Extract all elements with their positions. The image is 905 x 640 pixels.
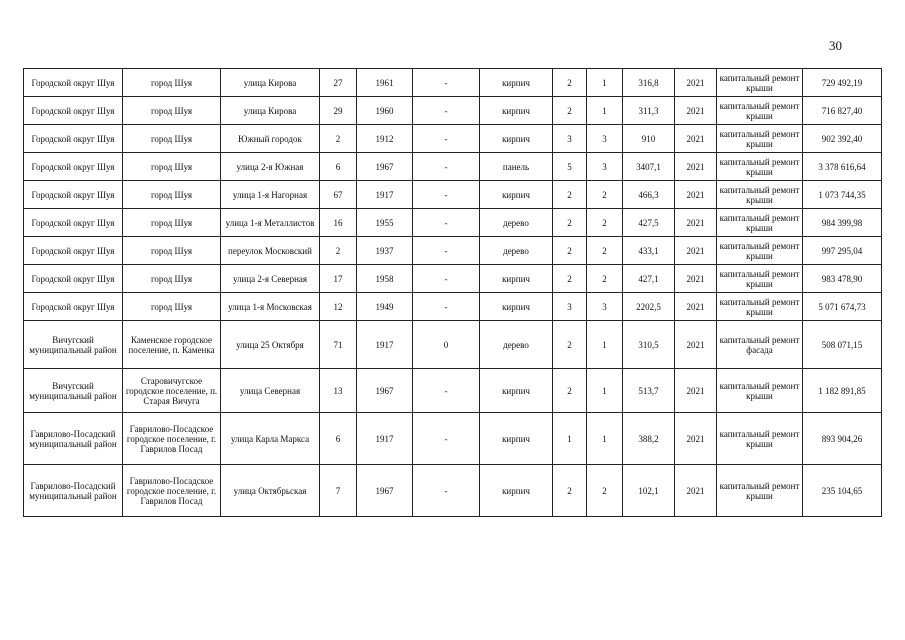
street-cell: улица 1-я Московская <box>221 293 320 321</box>
extra-value-cell: - <box>413 125 480 153</box>
house-number-cell: 16 <box>320 209 357 237</box>
entrances-cell: 2 <box>587 209 623 237</box>
work-type-cell: капитальный ремонт крыши <box>717 465 803 517</box>
extra-value-cell: - <box>413 97 480 125</box>
work-type-cell: капитальный ремонт крыши <box>717 125 803 153</box>
plan-year-cell: 2021 <box>675 369 717 413</box>
area-cell: 316,8 <box>623 69 675 97</box>
work-type-cell: капитальный ремонт крыши <box>717 97 803 125</box>
settlement-cell: Гаврилово-Посадское городское поселение, г. Гаврилов Посад <box>123 413 221 465</box>
district-cell: Городской округ Шуя <box>24 237 123 265</box>
cost-cell: 983 478,90 <box>803 265 882 293</box>
cost-cell: 1 182 891,85 <box>803 369 882 413</box>
plan-year-cell: 2021 <box>675 97 717 125</box>
wall-material-cell: кирпич <box>480 369 553 413</box>
house-number-cell: 6 <box>320 413 357 465</box>
table-row <box>24 69 882 97</box>
plan-year-cell: 2021 <box>675 153 717 181</box>
district-cell: Городской округ Шуя <box>24 293 123 321</box>
street-cell: улица Северная <box>221 369 320 413</box>
plan-year-cell: 2021 <box>675 321 717 369</box>
plan-year-cell: 2021 <box>675 181 717 209</box>
entrances-cell: 3 <box>587 125 623 153</box>
entrances-cell: 2 <box>587 237 623 265</box>
district-cell: Городской округ Шуя <box>24 69 123 97</box>
area-cell: 513,7 <box>623 369 675 413</box>
work-type-cell: капитальный ремонт крыши <box>717 293 803 321</box>
house-number-cell: 17 <box>320 265 357 293</box>
wall-material-cell: кирпич <box>480 265 553 293</box>
street-cell: Южный городок <box>221 125 320 153</box>
floors-cell: 3 <box>553 125 587 153</box>
entrances-cell: 2 <box>587 181 623 209</box>
area-cell: 427,5 <box>623 209 675 237</box>
build-year-cell: 1912 <box>357 125 413 153</box>
table-row <box>24 181 882 209</box>
house-number-cell: 7 <box>320 465 357 517</box>
work-type-cell: капитальный ремонт крыши <box>717 209 803 237</box>
work-type-cell: капитальный ремонт крыши <box>717 181 803 209</box>
work-type-cell: капитальный ремонт крыши <box>717 369 803 413</box>
cost-cell: 1 073 744,35 <box>803 181 882 209</box>
settlement-cell: город Шуя <box>123 153 221 181</box>
street-cell: улица Карла Маркса <box>221 413 320 465</box>
wall-material-cell: кирпич <box>480 97 553 125</box>
table-row <box>24 153 882 181</box>
extra-value-cell: - <box>413 69 480 97</box>
settlement-cell: город Шуя <box>123 69 221 97</box>
settlement-cell: город Шуя <box>123 265 221 293</box>
extra-value-cell: - <box>413 181 480 209</box>
work-type-cell: капитальный ремонт крыши <box>717 265 803 293</box>
table-row <box>24 125 882 153</box>
floors-cell: 5 <box>553 153 587 181</box>
wall-material-cell: панель <box>480 153 553 181</box>
street-cell: улица 2-я Северная <box>221 265 320 293</box>
cost-cell: 893 904,26 <box>803 413 882 465</box>
area-cell: 433,1 <box>623 237 675 265</box>
area-cell: 310,5 <box>623 321 675 369</box>
entrances-cell: 1 <box>587 97 623 125</box>
house-number-cell: 13 <box>320 369 357 413</box>
area-cell: 2202,5 <box>623 293 675 321</box>
entrances-cell: 2 <box>587 265 623 293</box>
entrances-cell: 2 <box>587 465 623 517</box>
build-year-cell: 1955 <box>357 209 413 237</box>
cost-cell: 984 399,98 <box>803 209 882 237</box>
settlement-cell: город Шуя <box>123 97 221 125</box>
table-row <box>24 321 882 369</box>
entrances-cell: 3 <box>587 153 623 181</box>
street-cell: улица Кирова <box>221 97 320 125</box>
settlement-cell: город Шуя <box>123 293 221 321</box>
house-number-cell: 12 <box>320 293 357 321</box>
work-type-cell: капитальный ремонт крыши <box>717 413 803 465</box>
build-year-cell: 1958 <box>357 265 413 293</box>
area-cell: 388,2 <box>623 413 675 465</box>
entrances-cell: 1 <box>587 369 623 413</box>
table-row <box>24 209 882 237</box>
wall-material-cell: кирпич <box>480 413 553 465</box>
settlement-cell: Старовичугское городское поселение, п. Старая Вичуга <box>123 369 221 413</box>
floors-cell: 2 <box>553 321 587 369</box>
extra-value-cell: - <box>413 237 480 265</box>
house-number-cell: 2 <box>320 125 357 153</box>
work-type-cell: капитальный ремонт крыши <box>717 153 803 181</box>
district-cell: Городской округ Шуя <box>24 209 123 237</box>
wall-material-cell: кирпич <box>480 69 553 97</box>
street-cell: улица Октябрьская <box>221 465 320 517</box>
entrances-cell: 1 <box>587 321 623 369</box>
district-cell: Городской округ Шуя <box>24 125 123 153</box>
entrances-cell: 1 <box>587 69 623 97</box>
plan-year-cell: 2021 <box>675 465 717 517</box>
table-row <box>24 293 882 321</box>
floors-cell: 2 <box>553 181 587 209</box>
build-year-cell: 1967 <box>357 369 413 413</box>
extra-value-cell: 0 <box>413 321 480 369</box>
extra-value-cell: - <box>413 209 480 237</box>
wall-material-cell: кирпич <box>480 465 553 517</box>
district-cell: Городской округ Шуя <box>24 265 123 293</box>
wall-material-cell: дерево <box>480 237 553 265</box>
street-cell: улица 1-я Металлистов <box>221 209 320 237</box>
cost-cell: 902 392,40 <box>803 125 882 153</box>
housing-repair-table <box>23 68 882 517</box>
work-type-cell: капитальный ремонт крыши <box>717 237 803 265</box>
table-row <box>24 413 882 465</box>
plan-year-cell: 2021 <box>675 209 717 237</box>
house-number-cell: 27 <box>320 69 357 97</box>
district-cell: Гаврилово-Посадский муниципальный район <box>24 413 123 465</box>
cost-cell: 508 071,15 <box>803 321 882 369</box>
settlement-cell: город Шуя <box>123 237 221 265</box>
page-number: 30 <box>829 38 842 53</box>
extra-value-cell: - <box>413 265 480 293</box>
build-year-cell: 1961 <box>357 69 413 97</box>
wall-material-cell: кирпич <box>480 181 553 209</box>
wall-material-cell: дерево <box>480 321 553 369</box>
district-cell: Вичугский муниципальный район <box>24 321 123 369</box>
street-cell: переулок Московский <box>221 237 320 265</box>
extra-value-cell: - <box>413 293 480 321</box>
settlement-cell: Гаврилово-Посадское городское поселение, г. Гаврилов Посад <box>123 465 221 517</box>
district-cell: Городской округ Шуя <box>24 181 123 209</box>
entrances-cell: 3 <box>587 293 623 321</box>
wall-material-cell: кирпич <box>480 293 553 321</box>
wall-material-cell: кирпич <box>480 125 553 153</box>
settlement-cell: город Шуя <box>123 181 221 209</box>
floors-cell: 2 <box>553 369 587 413</box>
area-cell: 311,3 <box>623 97 675 125</box>
build-year-cell: 1967 <box>357 465 413 517</box>
district-cell: Городской округ Шуя <box>24 153 123 181</box>
extra-value-cell: - <box>413 153 480 181</box>
street-cell: улица 2-я Южная <box>221 153 320 181</box>
extra-value-cell: - <box>413 413 480 465</box>
floors-cell: 2 <box>553 69 587 97</box>
build-year-cell: 1949 <box>357 293 413 321</box>
cost-cell: 716 827,40 <box>803 97 882 125</box>
build-year-cell: 1967 <box>357 153 413 181</box>
build-year-cell: 1917 <box>357 413 413 465</box>
street-cell: улица Кирова <box>221 69 320 97</box>
cost-cell: 5 071 674,73 <box>803 293 882 321</box>
area-cell: 466,3 <box>623 181 675 209</box>
build-year-cell: 1917 <box>357 321 413 369</box>
build-year-cell: 1937 <box>357 237 413 265</box>
plan-year-cell: 2021 <box>675 265 717 293</box>
floors-cell: 2 <box>553 265 587 293</box>
table-row <box>24 265 882 293</box>
floors-cell: 2 <box>553 209 587 237</box>
area-cell: 3407,1 <box>623 153 675 181</box>
floors-cell: 3 <box>553 293 587 321</box>
plan-year-cell: 2021 <box>675 293 717 321</box>
area-cell: 910 <box>623 125 675 153</box>
district-cell: Городской округ Шуя <box>24 97 123 125</box>
settlement-cell: город Шуя <box>123 125 221 153</box>
work-type-cell: капитальный ремонт крыши <box>717 69 803 97</box>
extra-value-cell: - <box>413 465 480 517</box>
settlement-cell: город Шуя <box>123 209 221 237</box>
house-number-cell: 71 <box>320 321 357 369</box>
street-cell: улица 25 Октября <box>221 321 320 369</box>
house-number-cell: 67 <box>320 181 357 209</box>
area-cell: 102,1 <box>623 465 675 517</box>
cost-cell: 235 104,65 <box>803 465 882 517</box>
table-row <box>24 237 882 265</box>
floors-cell: 2 <box>553 237 587 265</box>
build-year-cell: 1917 <box>357 181 413 209</box>
floors-cell: 1 <box>553 413 587 465</box>
cost-cell: 3 378 616,64 <box>803 153 882 181</box>
wall-material-cell: дерево <box>480 209 553 237</box>
area-cell: 427,1 <box>623 265 675 293</box>
settlement-cell: Каменское городское поселение, п. Каменка <box>123 321 221 369</box>
table-row <box>24 465 882 517</box>
cost-cell: 729 492,19 <box>803 69 882 97</box>
district-cell: Вичугский муниципальный район <box>24 369 123 413</box>
entrances-cell: 1 <box>587 413 623 465</box>
extra-value-cell: - <box>413 369 480 413</box>
district-cell: Гаврилово-Посадский муниципальный район <box>24 465 123 517</box>
street-cell: улица 1-я Нагорная <box>221 181 320 209</box>
plan-year-cell: 2021 <box>675 413 717 465</box>
table-row <box>24 97 882 125</box>
house-number-cell: 2 <box>320 237 357 265</box>
floors-cell: 2 <box>553 465 587 517</box>
work-type-cell: капитальный ремонт фасада <box>717 321 803 369</box>
plan-year-cell: 2021 <box>675 69 717 97</box>
floors-cell: 2 <box>553 97 587 125</box>
cost-cell: 997 295,04 <box>803 237 882 265</box>
plan-year-cell: 2021 <box>675 237 717 265</box>
plan-year-cell: 2021 <box>675 125 717 153</box>
house-number-cell: 29 <box>320 97 357 125</box>
house-number-cell: 6 <box>320 153 357 181</box>
build-year-cell: 1960 <box>357 97 413 125</box>
table-row <box>24 369 882 413</box>
